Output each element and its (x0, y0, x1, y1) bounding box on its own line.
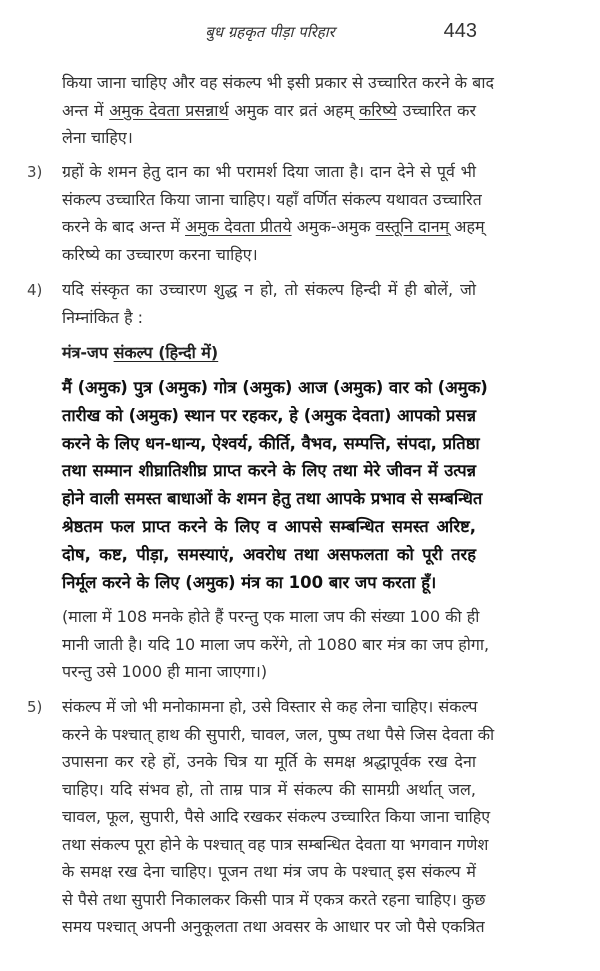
text-segment: अहम् (449, 217, 485, 236)
text-line (62, 721, 495, 749)
text-segment: उपासना कर रहे हों, उनके चित्र या मूर्ति के समक्ष श्रद्धापूर्वक रख देना (62, 752, 476, 771)
paragraph-heading (62, 339, 476, 367)
text-segment: अमुक वार व्रतं अहम् (228, 100, 359, 120)
text-line (62, 186, 482, 214)
text-line (62, 803, 491, 831)
text-line (62, 913, 485, 941)
chapter-title: बुध ग्रहकृत पीड़ा परिहार (205, 23, 335, 41)
text-line (62, 374, 488, 402)
text-segment: करने के लिए धन-धान्य, ऐश्वर्य, कीर्ति, वैभव, सम्पत्ति, संपदा, प्रतिष्ठा (62, 433, 480, 453)
text-line (62, 748, 476, 776)
list-number: 3) (27, 163, 43, 181)
page-number: 443 (443, 20, 477, 42)
text-segment: समय पश्चात् अपनी अनुकूलता तथा अवसर के आधार पर जो पैसे एकत्रित (62, 917, 485, 936)
underlined-phrase: करिष्ये (358, 100, 397, 120)
underlined-phrase: अमुक देवता प्रीतये (185, 217, 292, 236)
text-segment: (माला में 108 मनके होते हैं परन्तु एक माला जप की संख्या 100 की ही (62, 607, 480, 626)
text-segment: अन्त में (62, 100, 110, 120)
paragraph-note (62, 603, 490, 686)
paragraph-p1 (62, 69, 494, 152)
text-segment: से पैसे तथा सुपारी निकालकर किसी पात्र में एकत्र करते रहना चाहिए। कुछ (62, 889, 486, 909)
paragraph-p4 (27, 276, 476, 331)
text-segment: किया जाना चाहिए और वह संकल्प भी इसी प्रकार से उच्चारित करने के बाद (62, 73, 494, 92)
text-line (62, 276, 476, 304)
text-line (62, 97, 476, 125)
text-line (62, 831, 489, 859)
text-segment: मानी जाती है। यदि 10 माला जप करेंगे, तो 1080 बार मंत्र का जप होगा, (62, 634, 490, 654)
text-line (62, 158, 476, 186)
text-segment: तथा संकल्प पूरा होने के पश्चात् वह पात्र सम्बन्धित देवता या भगवान गणेश (62, 834, 489, 854)
text-segment: करने के पश्चात् हाथ की सुपारी, चावल, जल, पुष्प तथा पैसे जिस देवता की (62, 724, 495, 744)
text-line (62, 631, 490, 659)
text-segment: निर्मूल करने के लिए (अमुक) मंत्र का 100 बार जप करता हूँ। (62, 572, 437, 592)
text-segment: श्रेष्ठतम फल प्राप्त करने के लिए व आपसे सम्बन्धित समस्त अरिष्ट, (62, 516, 476, 536)
text-segment: अमुक-अमुक (291, 217, 376, 236)
text-segment: ग्रहों के शमन हेतु दान का भी परामर्श दिया जाता है। दान देने से पूर्व भी (62, 162, 476, 181)
paragraph-sankalp (62, 374, 488, 596)
text-segment: संकल्प उच्चारित किया जाना चाहिए। यहाँ वर्णित संकल्प यथावत उच्चारित (62, 189, 482, 209)
text-segment: निम्नांकित है : (62, 307, 144, 327)
underlined-phrase: वस्तूनि दानम् (375, 217, 450, 236)
text-segment: तथा सम्मान शीघ्रातिशीघ्र प्राप्त करने के लिए तथा मेरे जीवन में उत्पन्न (62, 461, 476, 481)
text-line (62, 693, 476, 721)
text-segment: उच्चारित कर (396, 100, 476, 120)
text-segment: यदि संस्कृत का उच्चारण शुद्ध न हो, तो संकल्प हिन्दी में ही बोलें, जो (62, 280, 476, 299)
text-segment: मंत्र-जप (62, 343, 114, 362)
text-line (62, 124, 476, 152)
paragraph-p5 (27, 693, 495, 941)
text-line (62, 430, 480, 458)
text-line (62, 886, 486, 914)
text-segment: होने वाली समस्त बाधाओं के शमन हेतु तथा आपके प्रभाव से सम्बन्धित (62, 489, 483, 509)
text-segment: दोष, कष्ट, पीड़ा, समस्याएं, अवरोध तथा असफलता को पूरी तरह (62, 544, 476, 564)
text-line (62, 304, 476, 332)
text-segment: लेना चाहिए। (62, 128, 133, 147)
text-line (62, 402, 476, 430)
underlined-phrase: अमुक देवता प्रसन्नार्थ (109, 100, 229, 120)
text-segment: चाहिए। यदि संभव हो, तो ताम्र पात्र में संकल्प की सामग्री अर्थात् जल, (62, 779, 476, 799)
text-segment: चावल, फूल, सुपारी, पैसे आदि रखकर संकल्प उच्चारित किया जाना चाहिए (62, 807, 491, 826)
text-segment: परन्तु उसे 1000 ही माना जाएगा।) (62, 662, 268, 681)
text-segment: मैं (अमुक) पुत्र (अमुक) गोत्र (अमुक) आज (अमुक) वार को (अमुक) (62, 378, 488, 397)
text-line (62, 213, 485, 241)
paragraph-p3 (27, 158, 485, 268)
text-line (62, 776, 476, 804)
text-line (62, 69, 494, 97)
text-segment: करिष्ये का उच्चारण करना चाहिए। (62, 244, 258, 264)
text-line (62, 541, 476, 569)
text-line (62, 658, 476, 686)
text-segment: तारीख को (अमुक) स्थान पर रहकर, हे (अमुक देवता) आपको प्रसन्न (62, 405, 476, 425)
text-line (62, 457, 476, 485)
text-line (62, 513, 476, 541)
text-segment: करने के बाद अन्त में (62, 217, 186, 236)
text-line (62, 241, 476, 269)
text-line (62, 339, 476, 367)
text-line (62, 569, 476, 597)
list-number: 5) (27, 698, 43, 716)
text-segment: संकल्प में जो भी मनोकामना हो, उसे विस्तार से कह लेना चाहिए। संकल्प (62, 697, 478, 716)
text-line (62, 858, 476, 886)
underlined-phrase: संकल्प (हिन्दी में) (113, 343, 219, 362)
list-number: 4) (27, 281, 43, 299)
text-line (62, 603, 480, 631)
running-header (0, 20, 600, 46)
text-line (62, 485, 483, 513)
text-segment: के समक्ष रख देना चाहिए। पूजन तथा मंत्र जप के पश्चात् इस संकल्प में (62, 862, 476, 881)
